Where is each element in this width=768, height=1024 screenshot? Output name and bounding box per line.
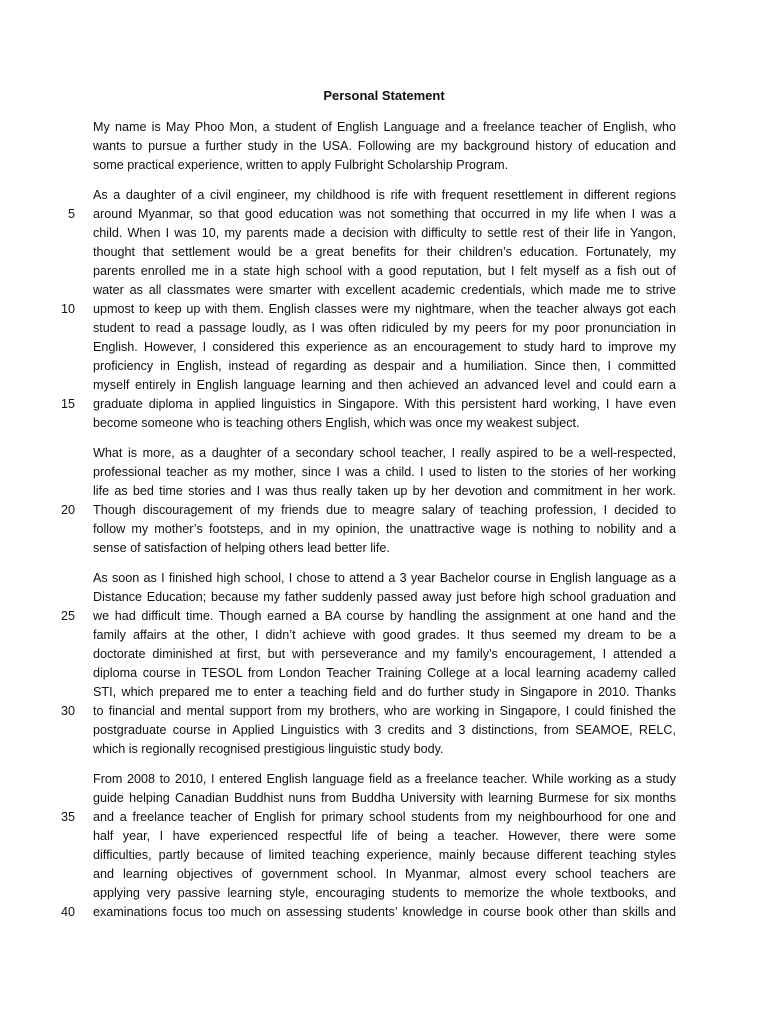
text-line: child. When I was 10, my parents made a decision with difficulty to settle rest of their life in Yangon,	[93, 226, 676, 240]
text-line: From 2008 to 2010, I entered English language field as a freelance teacher. While working as a study	[93, 772, 676, 786]
text-line: we had difficult time. Though earned a BA course by handling the assignment at one hand and the	[93, 609, 676, 623]
text-line: Though discouragement of my friends due to meagre salary of teaching profession, I decided to	[93, 503, 676, 517]
text-line: guide helping Canadian Buddhist nuns from Buddha University with learning Burmese for six months	[93, 791, 676, 805]
text-line: and learning objectives of government school. In Myanmar, almost every school teachers are	[93, 867, 676, 881]
text-line: wants to pursue a further study in the USA. Following are my background history of education and	[93, 139, 676, 153]
text-line: some practical experience, written to apply Fulbright Scholarship Program.	[93, 158, 509, 172]
text-line: My name is May Phoo Mon, a student of English Language and a freelance teacher of English, who	[93, 120, 676, 134]
text-line: English. However, I considered this experience as an encouragement to study hard to improve my	[93, 340, 676, 354]
line-number: 30	[60, 704, 75, 718]
paragraph	[93, 770, 676, 922]
text-line: What is more, as a daughter of a secondary school teacher, I really aspired to be a well-respected,	[93, 446, 676, 460]
text-line: difficulties, partly because of limited teaching experience, mainly because different teaching styles	[93, 848, 676, 862]
text-line: water as all classmates were smarter with excellent academic credentials, which made me to strive	[93, 283, 676, 297]
text-line: become someone who is teaching others English, which was once my weakest subject.	[93, 416, 580, 430]
text-line: applying very passive learning style, encouraging students to memorize the whole textbooks, and	[93, 886, 676, 900]
document-body	[93, 118, 676, 933]
text-line: As soon as I finished high school, I chose to attend a 3 year Bachelor course in English language as a	[93, 571, 676, 585]
line-number: 15	[60, 397, 75, 411]
text-line: diploma course in TESOL from London Teacher Training College at a local learning academy called	[93, 666, 676, 680]
text-line: Distance Education; because my father suddenly passed away just before high school graduation and	[93, 590, 676, 604]
text-line: life as bed time stories and I was thus really taken up by her devotion and commitment in her work.	[93, 484, 676, 498]
text-line: family affairs at the other, I didn’t achieve with good grades. It thus seemed my dream to be a	[93, 628, 676, 642]
line-number: 5	[67, 207, 75, 221]
text-line: proficiency in English, instead of regarding as despair and a humiliation. Since then, I committed	[93, 359, 676, 373]
text-line: upmost to keep up with them. English classes were my nightmare, when the teacher always got each	[93, 302, 676, 316]
text-line: myself entirely in English language learning and then achieved an advanced level and could earn a	[93, 378, 676, 392]
text-line: parents enrolled me in a state high school with a good reputation, but I felt myself as a fish out of	[93, 264, 676, 278]
text-line: follow my mother’s footsteps, and in my opinion, the unattractive wage is nothing to nobility and a	[93, 522, 676, 536]
text-line: student to read a passage loudly, as I was often ridiculed by my peers for my poor pronunciation in	[93, 321, 676, 335]
paragraph	[93, 118, 676, 175]
document-title: Personal Statement	[323, 88, 445, 103]
line-number: 35	[60, 810, 75, 824]
text-line: As a daughter of a civil engineer, my childhood is rife with frequent resettlement in different regions	[93, 188, 676, 202]
text-line: around Myanmar, so that good education was not something that occurred in my life when I was a	[93, 207, 676, 221]
paragraph	[93, 444, 676, 558]
text-line: professional teacher as my mother, since I was a child. I used to listen to the stories of her working	[93, 465, 676, 479]
text-line: thought that settlement would be a great benefits for their children’s education. Fortunately, my	[93, 245, 676, 259]
line-number: 25	[60, 609, 75, 623]
text-line: examinations focus too much on assessing students’ knowledge in course book other than skills and	[93, 905, 676, 919]
text-line: which is regionally recognised prestigious linguistic study body.	[93, 742, 444, 756]
text-line: and a freelance teacher of English for primary school students from my neighbourhood for one and	[93, 810, 676, 824]
text-line: to financial and mental support from my brothers, who are working in Singapore, I could finished the	[93, 704, 676, 718]
text-line: sense of satisfaction of helping others lead better life.	[93, 541, 390, 555]
line-number: 20	[60, 503, 75, 517]
text-line: graduate diploma in applied linguistics in Singapore. With this persistent hard working, I have even	[93, 397, 676, 411]
line-number: 10	[60, 302, 75, 316]
paragraph	[93, 569, 676, 759]
text-line: STI, which prepared me to enter a teaching field and do further study in Singapore in 2010. Thanks	[93, 685, 676, 699]
text-line: doctorate diminished at first, but with perseverance and my family’s encouragement, I attended a	[93, 647, 676, 661]
paragraph	[93, 186, 676, 433]
text-line: postgraduate course in Applied Linguistics with 3 credits and 3 distinctions, from SEAMOE, RELC,	[93, 723, 676, 737]
line-number: 40	[60, 905, 75, 919]
text-line: half year, I have experienced respectful life of being a teacher. However, there were some	[93, 829, 676, 843]
